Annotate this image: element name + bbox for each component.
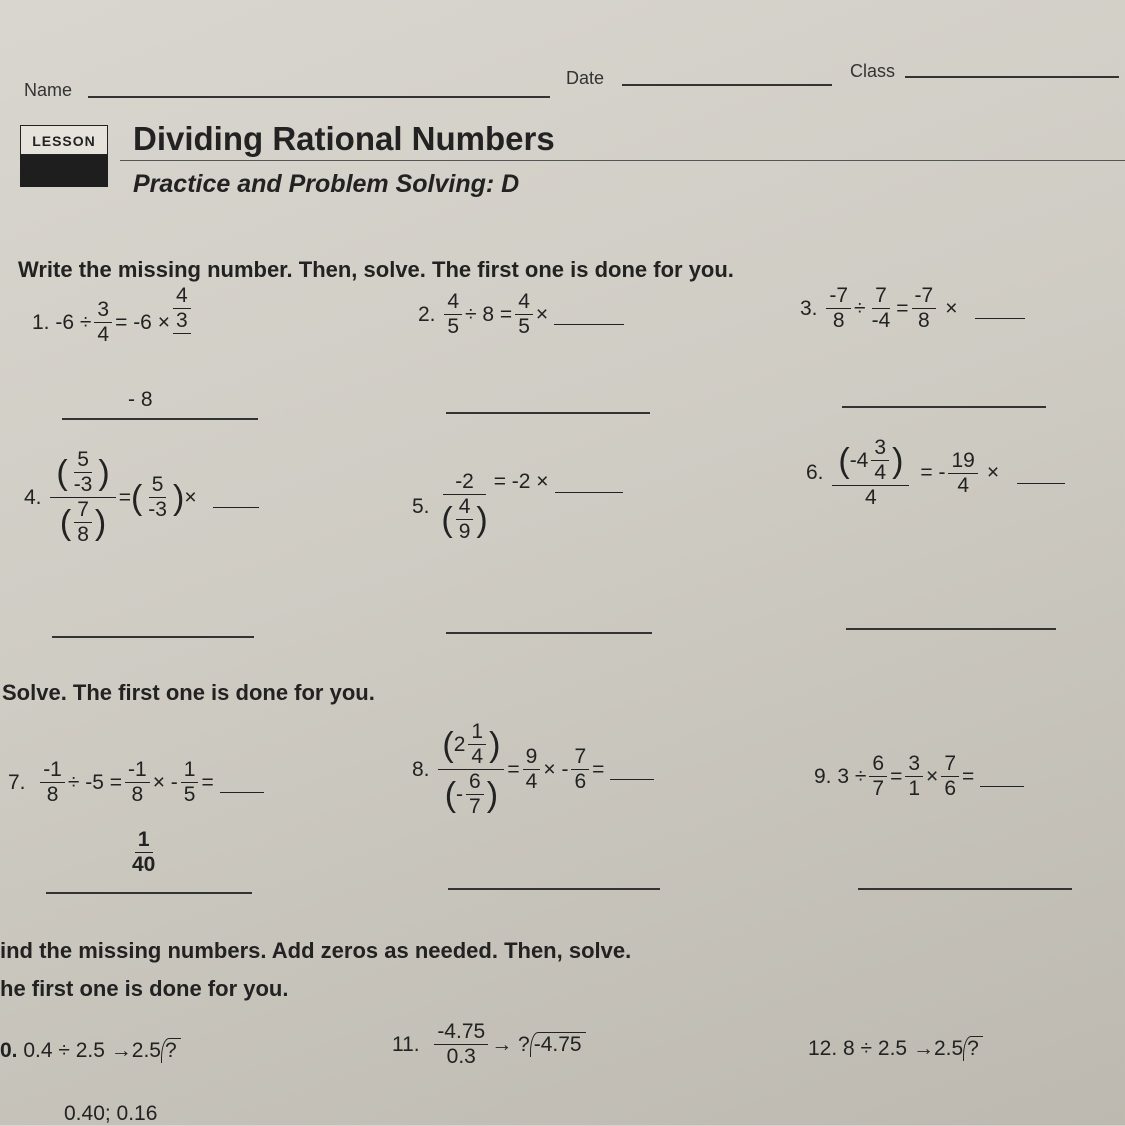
p5-answer-line[interactable] <box>446 632 652 634</box>
p3-op: × <box>945 296 958 320</box>
p6-number: 6. <box>806 461 824 485</box>
p9-op: × <box>926 764 939 788</box>
p4-eq: = <box>118 485 131 509</box>
p9-eq2: = <box>962 764 975 788</box>
p3-missing-blank[interactable] <box>975 298 1025 319</box>
title-rule <box>120 160 1125 161</box>
p1-eq: = -6 × <box>115 310 170 334</box>
p4-complex-fraction: ( $\frac{5}{-3}$ ) ( $\frac{7}{8}$ ) <box>50 448 115 548</box>
p11-arrow: → <box>491 1032 513 1056</box>
problem-1 <box>32 283 194 347</box>
p8-fraction-1: $\frac{9}{4}$ <box>523 745 541 794</box>
p8-fraction-2: $\frac{7}{6}$ <box>571 745 589 794</box>
p7-fraction-3: $\frac{1}{5}$ <box>181 758 199 807</box>
problem-8 <box>412 720 654 820</box>
p4-op: × <box>184 485 197 509</box>
problem-12 <box>808 1036 983 1061</box>
p7-blank[interactable] <box>220 772 264 793</box>
p5-complex-fraction: -2 ( $\frac{4}{9}$ ) <box>441 470 488 544</box>
p7-answer-line[interactable] <box>46 892 252 894</box>
p8-blank[interactable] <box>610 759 654 780</box>
problem-2 <box>418 290 624 339</box>
p9-lhs: 3 ÷ <box>837 764 867 788</box>
p7-eq: = <box>201 770 214 794</box>
p10-expr: 0.4 ÷ 2.5 → <box>23 1038 132 1062</box>
p4-number: 4. <box>24 485 42 509</box>
problem-10 <box>0 1038 181 1063</box>
p4-fraction: $\frac{5}{-3}$ <box>148 473 167 522</box>
p6-fraction: $\frac{19}{4}$ <box>948 449 977 498</box>
lesson-badge-bar <box>20 155 108 187</box>
p6-eq: = - <box>920 461 946 485</box>
page-subtitle: Practice and Problem Solving: D <box>133 170 520 198</box>
p3-eq: = <box>896 296 909 320</box>
p10-divisor: 2.5 <box>131 1038 161 1062</box>
p6-answer-line[interactable] <box>846 628 1056 630</box>
p4-missing-blank[interactable] <box>213 487 259 508</box>
p4-answer-line[interactable] <box>52 636 254 638</box>
p8-op: × - <box>543 757 569 781</box>
p8-eq: = <box>507 757 520 781</box>
p10-division-bracket: ? <box>161 1038 181 1063</box>
p9-blank[interactable] <box>980 766 1024 787</box>
lesson-badge-label: LESSON <box>20 125 108 155</box>
p7-fraction-2: $\frac{-1}{8}$ <box>125 758 150 807</box>
p2-op: × <box>535 302 549 326</box>
p12-number: 12. <box>808 1036 838 1060</box>
p1-fraction: $\frac{3}{4}$ <box>94 298 112 347</box>
p9-answer-line[interactable] <box>858 888 1072 890</box>
p7-answer-fraction: $\frac{1}{40}$ <box>132 828 156 877</box>
p10-number: 0. <box>0 1038 18 1062</box>
p12-divisor: 2.5 <box>933 1036 964 1060</box>
p3-fraction-2: $\frac{7}{-4}$ <box>871 284 891 333</box>
class-label: Class <box>850 61 896 81</box>
p6-missing-blank[interactable] <box>1017 463 1065 484</box>
section3-instruction-2: he first one is done for you. <box>0 976 289 1001</box>
p1-number: 1. <box>32 310 50 334</box>
date-label: Date <box>566 68 605 88</box>
lesson-badge <box>20 125 108 187</box>
p3-fraction-3: $\frac{-7}{8}$ <box>912 284 937 333</box>
p1-answer-fraction: $\frac{4}{3}$ <box>173 284 191 334</box>
name-field-line[interactable] <box>88 96 550 98</box>
p5-number: 5. <box>412 495 430 519</box>
problem-11 <box>392 1020 586 1069</box>
problem-3 <box>800 284 1025 333</box>
section2-instruction: Solve. The first one is done for you. <box>2 680 375 705</box>
p11-number: 11. <box>392 1032 420 1056</box>
class-field-line[interactable] <box>905 76 1119 78</box>
problem-6 <box>806 436 1065 510</box>
p3-answer-line[interactable] <box>842 406 1046 408</box>
p11-division-bracket: -4.75 <box>530 1032 586 1057</box>
p12-division-bracket: ? <box>963 1036 983 1061</box>
p2-fraction-1: $\frac{4}{5}$ <box>444 290 462 339</box>
problem-7 <box>8 758 264 807</box>
p7-op: × - <box>152 770 178 794</box>
problem-5 <box>412 470 623 544</box>
p3-number: 3. <box>800 296 818 320</box>
p10-work: 0.40; 0.16 <box>64 1102 158 1125</box>
p12-expr: 8 ÷ 2.5 → <box>843 1036 934 1060</box>
p7-fraction-1: $\frac{-1}{8}$ <box>40 758 65 807</box>
p2-mid: ÷ 8 = <box>465 302 513 326</box>
p1-answer-line[interactable] <box>62 418 258 420</box>
p11-fraction: $\frac{-4.75}{0.3}$ <box>434 1020 488 1069</box>
p1-lhs: -6 ÷ <box>55 310 92 334</box>
p7-number: 7. <box>8 770 26 794</box>
p7-mid: ÷ -5 = <box>67 770 123 794</box>
p3-div: ÷ <box>854 296 866 320</box>
problem-4: 4. ( $\frac{5}{-3}$ ) ( $\frac{7}{8}$ ) = ( $\frac{5}{-3}$ ) × <box>24 448 259 548</box>
p8-complex-fraction: ( 2 $\frac{1}{4}$ ) ( - $\frac{6}{7}$ ) <box>438 720 504 820</box>
p8-answer-line[interactable] <box>448 888 660 890</box>
p9-fraction-3: $\frac{7}{6}$ <box>941 752 959 801</box>
p8-eq2: = <box>592 757 605 781</box>
p9-eq: = <box>890 764 903 788</box>
section3-instruction-1: ind the missing numbers. Add zeros as needed. Then, solve. <box>0 938 632 963</box>
p2-number: 2. <box>418 302 436 326</box>
section1-instruction: Write the missing number. Then, solve. The first one is done for you. <box>18 257 734 282</box>
p6-op: × <box>986 461 1000 485</box>
p8-number: 8. <box>412 757 430 781</box>
p11-divisor: ? <box>518 1032 530 1056</box>
p9-fraction-1: $\frac{6}{7}$ <box>869 752 887 801</box>
p5-eq: = -2 × <box>493 470 549 494</box>
p1-result: - 8 <box>128 388 153 411</box>
p2-answer-line[interactable] <box>446 412 650 414</box>
p6-complex-fraction: ( -4 $\frac{3}{4}$ ) 4 <box>832 436 909 510</box>
p9-number: 9. <box>814 764 832 788</box>
p2-fraction-2: $\frac{4}{5}$ <box>515 290 533 339</box>
p3-fraction-1: $\frac{-7}{8}$ <box>826 284 851 333</box>
page-title: Dividing Rational Numbers <box>133 120 555 157</box>
p2-missing-blank[interactable] <box>554 304 624 325</box>
p9-fraction-2: $\frac{3}{1}$ <box>905 752 923 801</box>
date-field-line[interactable] <box>622 84 832 86</box>
p5-missing-blank[interactable] <box>555 472 623 493</box>
problem-9 <box>814 752 1024 801</box>
name-label: Name <box>24 80 73 100</box>
